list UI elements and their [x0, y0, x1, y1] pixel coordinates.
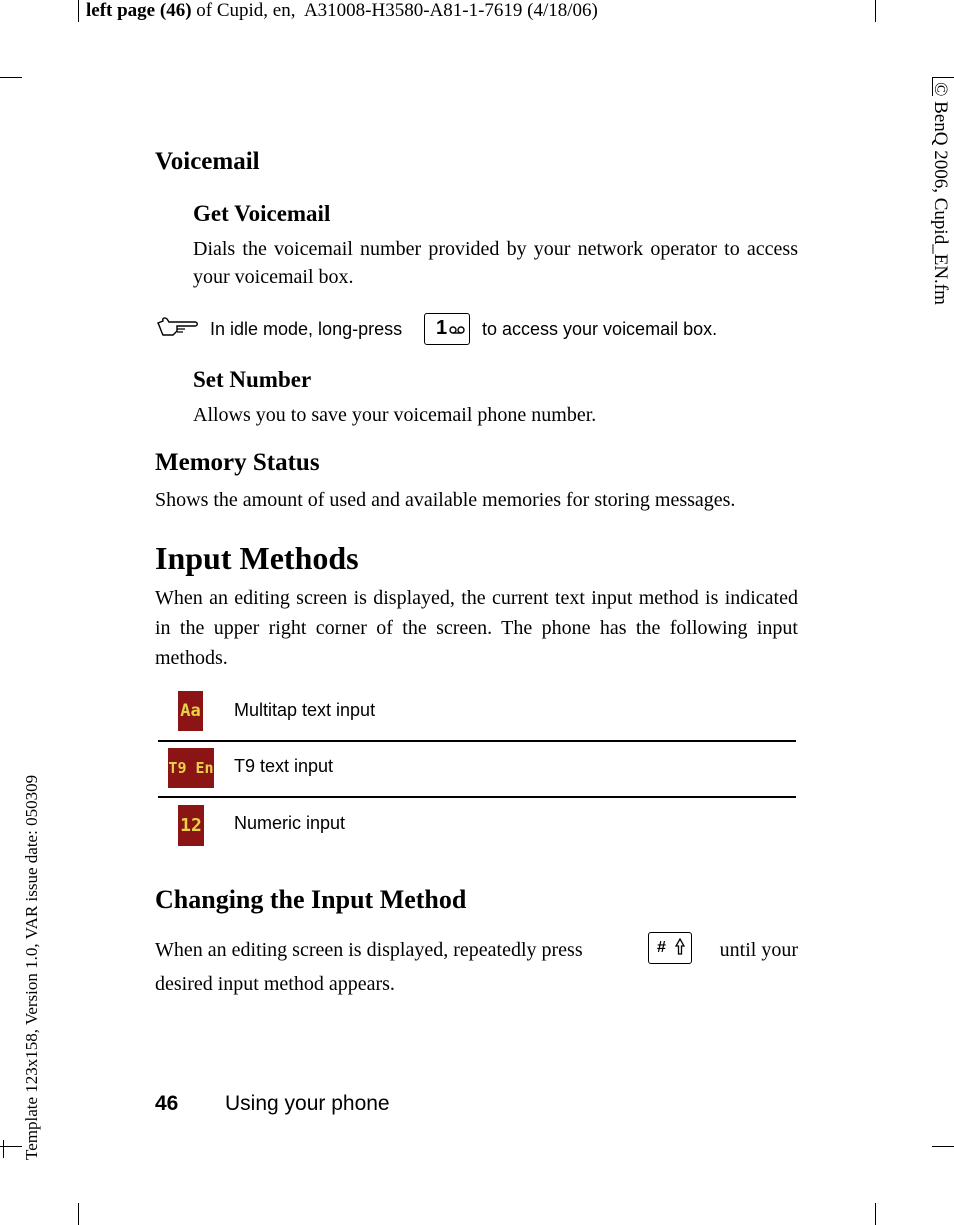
multitap-icon-text: Aa [180, 701, 201, 721]
changing-line-1 [155, 932, 798, 968]
input-methods-heading: Input Methods [155, 540, 359, 576]
changing-input-heading: Changing the Input Method [155, 885, 467, 914]
tip-text-after: to access your voicemail box. [482, 319, 718, 339]
hash-key [648, 932, 692, 964]
page-header [86, 0, 598, 22]
voicemail-symbol-icon [449, 325, 465, 335]
key-1-voicemail [424, 313, 470, 345]
template-side-text: Template 123x158, Version 1.0, VAR issue date: 050309 [22, 774, 41, 1160]
tip-text-before: In idle mode, long-press [210, 319, 403, 339]
crop-mark [0, 77, 22, 78]
key-1-label: 1 [436, 317, 448, 339]
input-methods-text: When an editing screen is displayed, the current text input method is indicated in the upper right corner of the screen. The phone has the following input methods. [155, 587, 798, 669]
table-divider [158, 740, 796, 742]
crop-mark [932, 77, 954, 78]
copyright-side-text: © BenQ 2006, Cupid_EN.fm [930, 82, 951, 305]
numeric-icon [178, 805, 204, 846]
changing-text-after: until your [719, 939, 798, 961]
tip-line [155, 313, 805, 347]
crop-mark [875, 1203, 876, 1225]
shift-arrow-icon [675, 938, 685, 956]
t9-label: T9 text input [234, 756, 334, 776]
crop-mark [932, 1146, 954, 1147]
crop-mark [78, 0, 79, 22]
get-voicemail-heading: Get Voicemail [193, 201, 331, 226]
voicemail-heading: Voicemail [155, 148, 260, 175]
section-name: Using your phone [225, 1092, 390, 1115]
multitap-icon [178, 691, 203, 731]
set-number-text: Allows you to save your voicemail phone number. [193, 404, 597, 426]
page-number: 46 [155, 1092, 179, 1115]
pointing-hand-icon [155, 317, 201, 339]
side-bar [3, 1140, 4, 1158]
t9-icon-text: T9 En [168, 759, 214, 777]
hash-key-label: # [657, 939, 666, 956]
numeric-icon-text: 12 [180, 815, 202, 836]
changing-text-line2: desired input method appears. [155, 973, 395, 995]
numeric-label: Numeric input [234, 813, 346, 833]
multitap-label: Multitap text input [234, 700, 376, 720]
memory-status-heading: Memory Status [155, 449, 320, 476]
changing-text-before: When an editing screen is displayed, repeatedly press [155, 939, 583, 961]
header-rest: of Cupid, en, A31008-H3580-A81-1-7619 (4/18/06) [191, 0, 598, 21]
t9-icon [168, 748, 214, 788]
table-divider [158, 796, 796, 798]
crop-mark [78, 1203, 79, 1225]
set-number-heading: Set Number [193, 367, 312, 392]
header-bold: left page (46) [86, 0, 192, 21]
get-voicemail-text: Dials the voicemail number provided by your network operator to access your voicemail box. [193, 238, 798, 288]
memory-status-text: Shows the amount of used and available memories for storing messages. [155, 489, 736, 511]
crop-mark [875, 0, 876, 22]
